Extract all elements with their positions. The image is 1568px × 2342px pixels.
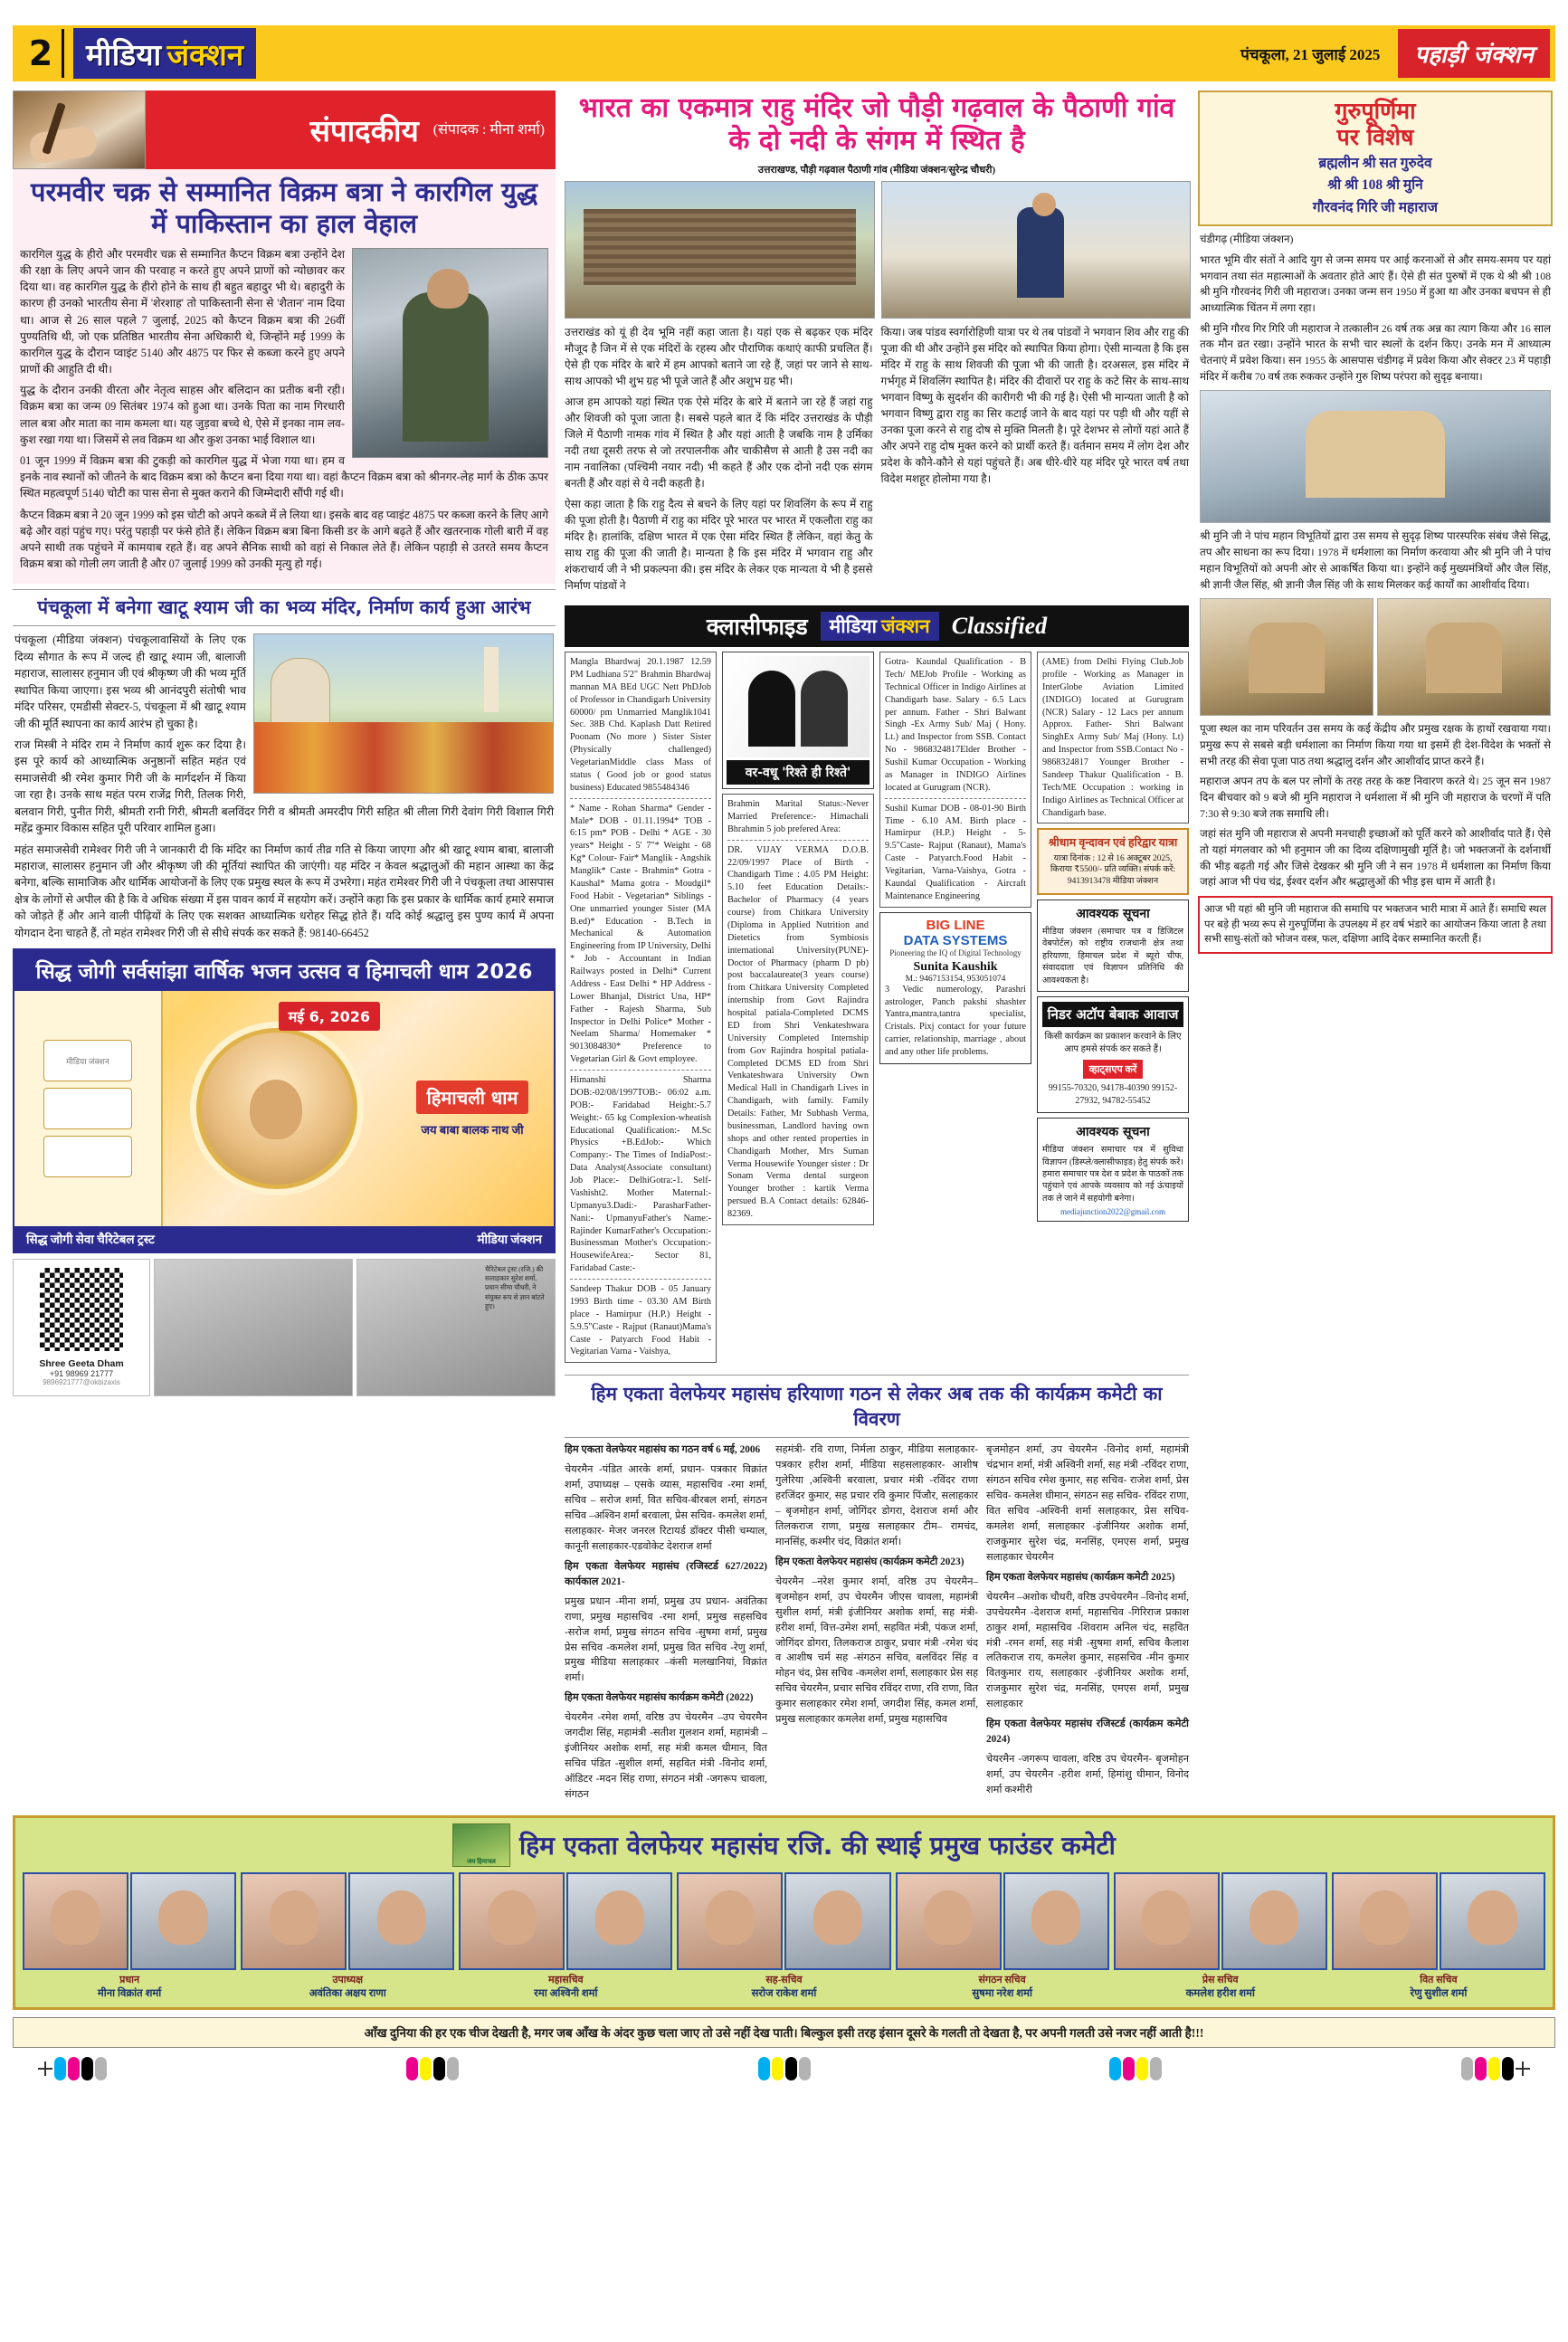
color-bar-magenta (1475, 2057, 1487, 2080)
bigline-data-systems-ad[interactable] (879, 912, 1031, 1064)
founder-member (1114, 1872, 1327, 2000)
founder-photo-pair (241, 1872, 454, 1970)
classified-divider (727, 840, 869, 841)
center-c1-p3: ऐसा कहा जाता है कि राहु दैत्य से बचने के लिए यहां पर शिवलिंग के रूप में राहु की पूजा होती है। पैठाणी में राहु का मंदिर पूरे भारत पर भारत में एकलौता राहु का मंदिर है। हालांकि, दक्षिण भारत में एक ऐसा मंदिर स्थित हैं लेकिन, वहां केतु के साथ राहु की पूजा की जाती है। मान्यता है कि इस मंदिर में भगवान राहु और शंकराचार्य जी ने भी प्रकल्पना की। इस मंदिर के लेकर एक मान्यता ये भी है इससे निर्माण पांडवों ने (565, 498, 873, 592)
founder-name: सुषमा नरेश शर्मा (972, 1987, 1032, 1999)
classified-ad[interactable] (565, 652, 717, 1363)
him-ekta-sub-head: हिम एकता वेलफेयर महासंघ का गठन वर्ष 6 मई, 2006 (565, 1444, 761, 1456)
editorial-header (13, 90, 556, 169)
qr-phone: +91 98969 21777 (49, 1369, 114, 1379)
masthead-brand-word2: जंक्शन (166, 36, 244, 72)
classified-text: Brahmin Marital Status:-Never Married Preference:- Himachali Bhrahmin 5 job prefered Area: (727, 799, 869, 834)
color-bar-gray (447, 2057, 459, 2080)
founder-photo-female (241, 1872, 347, 1970)
guru-purnima-body (1198, 232, 1553, 890)
whatsapp-button[interactable]: व्हाट्सएप करें (1083, 1060, 1144, 1079)
him-ekta-col-3 (986, 1442, 1189, 1807)
editorial-body (13, 169, 556, 584)
bhajan-ad-brand: मीडिया जंक्शन (477, 1233, 542, 1247)
editor-credit: (संपादक : मीना शर्मा) (432, 121, 545, 138)
founder-role: प्रेस सचिव (1202, 1974, 1239, 1985)
figure-bride-icon (748, 671, 795, 747)
classified-ad[interactable] (722, 794, 874, 1225)
founder-role: सह-सचिव (765, 1974, 803, 1985)
classified-column-1 (565, 652, 717, 1367)
him-ekta-text: चेयरमैन –नरेश कुमार शर्मा, वरिष्ठ उप चेयरमैन– बृजमोहन शर्मा, उप चेयरमैन जीएस चावला, महामंत्री सुशील शर्मा, मंत्री इंजीनियर अशोक शर्मा, सह मंत्री- हरीश शर्मा, वित्त-उमेश शर्मा, सहवित मंत्री, पंकज शर्मा, जोगिंदर डोगरा, तिलकराज ठाकुर, प्रचार मंत्री -रमेश चंद व आशीष चर्म सह -संगठन सचिव, बलविंदर सिंह व मोहन चंद, प्रेस सचिव -कमलेश शर्मा, सलाहकार प्रेस सह सचिव चेयरमैन, प्रचार सचिव रविंदर राणा, रवि राणा, वित कुमार सलाहकार रमेश शर्मा, जगदीश सिंह, कमल शर्मा, प्रमुख सलाहकार कमलेश शर्मा, प्रमुख महासचिव (775, 1576, 978, 1726)
masthead-brand-word1: मीडिया (86, 36, 162, 72)
founder-photo-female (1332, 1872, 1438, 1970)
trust-chip-3 (43, 1136, 132, 1177)
color-bar-yellow (420, 2057, 432, 2080)
classified-column-4 (1037, 652, 1189, 1367)
guru-purnima-closing-note: आज भी यहां श्री मुनि जी महाराज की समाधि पर भक्तजन भारी मात्रा में आते हैं। समाधि स्थल पर बड़े ही भव्य रूप से गुरुपूर्णिमा के उपलक्ष्य में हर वर्ष भंडारे का आयोजन किया जाता है तथा सभी साधु-संतों को भोजन वस्त्र, फल, दक्षिणा आदि देकर सम्मानित करती हैं। (1198, 896, 1553, 954)
classified-text: * Name - Rohan Sharma* Gender - Male* DOB - 01.11.1994* TOB - 6:15 pm* POB - Delhi * AGE - 30 years* Height - 5' 7"* Weight - 68 Kg* Colour- Fair* Manglik - Angshik Manglik* Caste - Brahmin* Gotra - Kaushal* Mama gotra - Moudgil* Food Habit - Vegetarian* Siblings - One unmarried younger Sister (MA B.ed)* Education - B.Tech in Mechanical & Automation Engineering from IP University, Delhi * Job - Accountant in Indian Railways posted in Delhi* Current Address - East Delhi * HP Address - Lower Bhanjal, District Una, HP* Father - Rajesh Sharma, Sub Inspector in Delhi Police* Mother - Neelam Sharma/ Homemaker * 9013084830* Preference to Vegetarian Girl & Govt employee. (570, 803, 711, 1065)
founder-member (23, 1872, 236, 2000)
founder-photo-pair (23, 1872, 236, 1970)
crop-mark-icon (1516, 2061, 1530, 2076)
nidar-phones: 99155-70320, 94178-40390 99152-27932, 94782-55452 (1048, 1083, 1178, 1107)
masthead (13, 25, 1555, 81)
temple-roof-shape (584, 209, 856, 285)
khatu-shyam-group-photo (253, 633, 554, 794)
classified-ad[interactable] (1037, 652, 1189, 824)
matrimonial-ad[interactable] (722, 652, 874, 789)
founder-photo-pair (896, 1872, 1109, 1970)
vikram-batra-photo (352, 248, 548, 458)
founder-photo-male (1440, 1872, 1545, 1970)
color-bar-gray (1150, 2057, 1162, 2080)
founder-role: प्रधान (119, 1974, 140, 1985)
color-bar-gray (799, 2057, 811, 2080)
founder-name: सरोज राकेश शर्मा (751, 1987, 817, 1999)
bigline-tagline: Pioneering the IQ of Digital Technology (889, 947, 1022, 957)
notice-title: आवश्यक सूचना (1076, 907, 1150, 922)
founder-photo-male (1221, 1872, 1327, 1970)
color-bar-cyan (54, 2057, 66, 2080)
him-ekta-columns (565, 1442, 1189, 1807)
reg-mark-group (1109, 2057, 1162, 2080)
founder-name: रेणु सुशील शर्मा (1410, 1987, 1468, 1999)
event-photo-2 (356, 1259, 556, 1396)
founder-photo-female (677, 1872, 783, 1970)
reg-mark-group (38, 2057, 107, 2080)
guru-purnima-title-1: गुरुपूर्णिमा (1335, 98, 1416, 124)
registration-marks (13, 2048, 1555, 2080)
gp-dateline: चंडीगढ़ (मीडिया जंक्शन) (1200, 233, 1294, 246)
masthead-logo[interactable] (73, 28, 256, 79)
bhajan-ad-header: सिद्ध जोगी सर्वसांझा वार्षिक भजन उत्सव व हिमाचली धाम 2026 (14, 950, 554, 991)
classified-divider (570, 1070, 711, 1071)
crop-mark-icon (38, 2061, 52, 2076)
couple-illustration (727, 656, 870, 757)
right-column (1198, 90, 1553, 954)
founder-photo-pair (459, 1872, 672, 1970)
khatu-shyam-body (13, 626, 556, 941)
bhajan-ad-trust-name: सिद्ध जोगी सेवा चैरिटेबल ट्रस्ट (26, 1233, 155, 1247)
him-ekta-text: बृजमोहन शर्मा, उप चेयरमैन -विनोद शर्मा, महामंत्री चंद्रभान शर्मा, मंत्री अश्विनी शर्मा, सह मंत्री -रविंदर राणा, संगठन सचिव रमेश कुमार, सह सचिव- राजेश शर्मा, प्रेस सचिव- कमलेश धीमान, संगठन सह सचिव- रविंदर राणा, वित सचिव -अश्विनी शर्मा सलाहकार, प्रेस सचिव- कमलेश शर्मा, सलाहकार -इंजीनियर अशोक शर्मा, राजकुमार सुरेश चंद्र, मनसिंह, एमएस शर्मा, प्रमुख सलाहकार चेयरमैन (986, 1444, 1189, 1563)
ashram-photo (1200, 390, 1551, 523)
classified-header-bar (565, 605, 1189, 647)
him-ekta-text: सहमंत्री- रवि राणा, निर्मला ठाकुर, मीडिया सलाहकार- पत्रकार हरीश शर्मा, मीडिया सहसलाहकार- आशीष गुलेरिया ,अश्विनी बरवाला, प्रचार मंत्री -रविंदर राणा हरजिंदर कुमार, सह प्रचार रवि कुमार पिंजौर, सलाहकार – बृजमोहन शर्मा, जोगिंदर डोगरा, देशराज शर्मा और तिलकराज राणा, प्रमुख सलाहकार टीम– रामचंद, मानसिंह, कश्मीर चंद, विक्रांत शर्मा। (775, 1444, 978, 1547)
color-bar-yellow (1136, 2057, 1148, 2080)
classified-brand-word1: मीडिया (829, 615, 877, 637)
founder-committee-banner (13, 1815, 1555, 2010)
color-bar-yellow (772, 2057, 784, 2080)
photo-strip (13, 1259, 556, 1396)
page-columns (13, 90, 1555, 1807)
rahu-temple-photo (565, 181, 875, 319)
trust-chip-1: मीडिया जंक्शन (43, 1040, 132, 1081)
founder-member (896, 1872, 1109, 2000)
him-ekta-col-1 (565, 1442, 767, 1807)
dham-badge: हिमाचली धाम (416, 1081, 529, 1114)
classified-text: (AME) from Delhi Flying Club.Job profile - Working as Manager in InterGlobe Aviation Limited (INDIGO) located at Gurugram (NCR) Salary - 12 Lacs per annum Approx. Father- Shri Balwant SinghEx Army Sub/ Maj (Hony. Lt) and Inspector from SSB.Contact No - 9868324817 Younger Brother - Sandeep Thakur Qualification - B. Tech/ME Occupation : working in Indigo Airlines as Technical Officer at Chandigarh base. (1042, 657, 1183, 818)
founder-photo-male (566, 1872, 672, 1970)
khatu-para-3: महंत समाजसेवी रामेश्वर गिरी जी ने जानकारी दी कि मंदिर का निर्माण कार्य तीव्र गति से किया जाएगा और श्री खाटू श्याम बाबा, बालाजी महाराज, सालासर हनुमान जी और श्रीकृष्ण जी की मूर्तियां स्थापित की जाएंगी। यह मंदिर न केवल श्रद्धालुओं की महान आस्था का केंद्र बनेगा, बल्कि सामाजिक और धार्मिक आयोजनों के लिए एक प्रमुख स्थल के रूप में उभरेगा। महंत रामेश्वर गिरी जी ने पंचकूला तथा आसपास क्षेत्र के लोगों से अपील की है कि वे अधिक संख्या में इस पावन कार्य में सहयोग करें। उन्होंने कहा कि इस प्रकार के धार्मिक कार्य हमारे समाज को जोड़ते हैं और आने वाली पीढ़ियों के लिए एक सशक्त आध्यात्मिक धरोहर सिद्ध होते हैं। यदि कोई श्रद्धालु इस पुण्य कार्य में अपना योगदान देना चाहते हैं, तो महंत रामेश्वर गिरी जी से सीधे संपर्क कर सकते हैं: 98140-66452 (14, 843, 554, 939)
founder-photo-male (784, 1872, 890, 1970)
classified-divider (885, 798, 1026, 799)
founder-member (459, 1872, 672, 2000)
reg-mark-group (1461, 2057, 1530, 2080)
footer-quote: आँख दुनिया की हर एक चीज देखती है, मगर जब आँख के अंदर कुछ चला जाए तो उसे नहीं देख पाती। बिल्कुल इसी तरह इंसान दूसरे के गलती तो देखता है, पर अपनी गलती उसे नजर नहीं आती है!!! (13, 2017, 1555, 2048)
color-bar-yellow (1488, 2057, 1500, 2080)
nidar-ad[interactable] (1037, 996, 1189, 1113)
nidar-title: निडर अटॉप बेबाक आवाज (1042, 1002, 1183, 1027)
left-column (13, 90, 556, 1396)
bhajan-ad-subline: जय बाबा बालक नाथ जी (421, 1122, 524, 1137)
founder-role: महासचिव (548, 1974, 584, 1985)
classified-grid (565, 652, 1189, 1367)
him-ekta-sub-head: हिम एकता वेलफेयर महासंघ (कार्यक्रम कमेटी 2025) (986, 1571, 1175, 1583)
him-ekta-text: चेयरमैन -पंडित आरके शर्मा, प्रधान- पत्रकार विक्रांत शर्मा, उपाध्यक्ष – एसके व्यास, महासचिव -रमा शर्मा, सचिव – सरोज शर्मा, वित सचिव-बीरबल शर्मा, संगठन सचिव –अश्विन शर्मा बरवाला, प्रेस सचिव- कमलेश शर्मा, सलाहकार- मेजर जनरल रिटायर्ड डॉक्टर पीसी चम्याल, कानूनी सलाहकार-एडवोकेट देशराज शर्मा (565, 1464, 767, 1552)
priest-photo (881, 181, 1192, 319)
crowd-shape (254, 722, 553, 793)
editorial-para-2: युद्ध के दौरान उनकी वीरता और नेतृत्व साहस और बलिदान का प्रतीक बनी रही। विक्रम बत्रा का जन्म 09 सितंबर 1974 को हुआ था। उनके पिता का नाम गिरधारी लाल बत्रा और माता का नाम कमला था। यह जुड़वा बच्चे थे, ऐसे में इनका नाम लव-कुश रखा गया था। जिसमें से लव विक्रम था और कुश उनका भाई विशाल था। (20, 384, 345, 446)
founder-photo-female (459, 1872, 565, 1970)
bhajan-festival-ad[interactable] (13, 948, 556, 1253)
figure-groom-icon (801, 671, 848, 747)
center-c2-p1: किया। जब पांडव स्वर्गारोहिणी यात्रा पर थे तब पांडवों ने भगवान शिव और राहु की पूजा की थी और उन्होंने इस मंदिर को स्थापित किया होगा। ऐसी मान्यता है कि इस मंदिर में राहु के साथ शिवजी की पूजा भी की जाती है। दरअसल, इस मंदिर में गर्भगृह में शिवलिंग स्थापित है। मंदिर की दीवारों पर राहु के कटे सिर के साथ-साथ भगवान विष्णु के सुदर्शन की कारीगरी भी की गई है। ऐसी भी मान्यता जाती है को भगवान विष्णु द्वारा राहु का सिर कटाई जाने के बाद यहां पर पड़ी थी और यहीं से उनका पूजा करने से राहु दोष से मुक्ति मिलती है। पूरे देशभर से लोगों यहां आते हैं और अपने राहु दोष मुक्त करने को प्रार्थी करते हैं। वर्तमान समय में लोग देश और प्रदेश के कौने-कौने से यहां पहुंचते हैं। अब धीरे-धीरे यह मंदिर पूरे भारत वर्ष तथा विदेश मशहूर होलोमा गया है। (880, 326, 1189, 485)
him-ekta-text: चेयरमैन -जगरूप चावला, वरिष्ठ उप चेयरमैन- बृजमोहन शर्मा, उप चेयरमैन -हरीश शर्मा, हिमांशु धीमान, विनोद शर्मा कश्मीरी (986, 1754, 1189, 1795)
notice-ad-1[interactable] (1037, 900, 1189, 992)
astrologer-phone: M.: 9467153154, 953051074 (905, 974, 1006, 984)
editorial-label: संपादकीय (309, 113, 419, 148)
founder-member-row (23, 1872, 1545, 2000)
devotee-photos (1200, 598, 1551, 716)
khatu-shyam-headline: पंचकूला में बनेगा खाटू श्याम जी का भव्य मंदिर, निर्माण कार्य हुआ आरंभ (13, 589, 556, 626)
reg-mark-group (406, 2057, 459, 2080)
yatra-body: यात्रा दिनांक : 12 से 16 अक्टूबर 2025, किराया ₹5500/- प्रति व्यक्ति। संपर्क करें: 9413913478 मीडिया जंक्शन (1050, 853, 1176, 887)
center-story-headline: भारत का एकमात्र राहु मंदिर जो पौड़ी गढ़वाल के पैठाणी गांव के दो नदी के संगम में स्थित है (578, 92, 1175, 157)
saint-portrait (196, 1028, 357, 1189)
founder-member (1332, 1872, 1545, 2000)
priest-body-shape (1017, 207, 1064, 298)
founder-photo-female (896, 1872, 1002, 1970)
him-ekta-sub-head: हिम एकता वेलफेयर महासंघ रजिस्टर्ड (कार्यक्रम कमेटी 2024) (986, 1718, 1189, 1746)
saint-name-line-1: ब्रह्मलीन श्री सत गुरुदेव (1318, 155, 1432, 171)
him-ekta-logo: जय हिमाचल (452, 1823, 510, 1867)
devotee-photo-2 (1377, 598, 1551, 716)
him-ekta-text: चेयरमैन -रमेश शर्मा, वरिष्ठ उप चेयरमैन –उप चेयरमैन जगदीश सिंह, महामंत्री -सतीश गुलशन शर्मा, महामंत्री – इंजीनियर अशोक शर्मा, सह मंत्री कमल धीमान, वित सचिव पंडित -सुशील शर्मा, सहवित मंत्री -विनोद शर्मा, ऑडिटर -मदन सिंह राणा, संगठन मंत्री -जगरूप चावला, संगठन (565, 1712, 767, 1800)
classified-text: Gotra- Kaundal Qualification - B Tech/ MEJob Profile - Working as Technical Officer in Indigo Airlines at Chandigarh base. Salary - 6.5 Lacs per annum. Father - Shri Balwant Singh -Ex Army Sub/ Maj ( Hony. Lt.) and Inspector from SSB. Contact No - 9868324817Elder Brother - Sushil Kumar Occupation - Working as Manager in INDIGO Airlines located at Gurugram (NCR). (885, 657, 1026, 793)
classified-column-2 (722, 652, 874, 1367)
color-bar-black (1502, 2057, 1514, 2080)
nidar-body: किसी कार्यक्रम का प्रकाशन करवाने के लिए आप हमसे संपर्क कर सकते हैं। (1044, 1032, 1182, 1055)
khatu-para-2: राज मिस्त्री ने मंदिर राम ने निर्माण कार्य शुरू कर दिया है। इस पूरे कार्य को आध्यात्मिक अनुष्ठानों सहित महंत एवं समाजसेवी श्री रमेश कुमार गिरी जी के मार्गदर्शन में किया जा रहा है। उनके साथ महंत परम राजेंद्र गिरी, तिलक गिरी, बलवान गिरी, पुनीत गिरी, श्रीमती रानी गिरी, श्रीमती बलविंदर गिरी व श्रीमती अमरदीप गिरी सहित श्री लीला गिरी देवांग गिरी विशाल गिरी महेंद्र कुमार विकास सहित पूरी परिवार शामिल हुआ। (14, 738, 554, 835)
gp-para-2: श्री मुनि गौरव गिर गिरि जी महाराज ने तत्कालीन 26 वर्ष तक अन्न का त्याग किया और 16 साल तक मौन व्रत रखा। उन्होंने भारत के सभी चार स्थलों के दर्शन किए। उनके मन में आध्यात्म चेतनाएं में प्रवेश किया। सन 1955 के आसपास चंडीगढ़ में प्रवेश किया और सेक्टर 23 में पहाड़ी मंदिर में करीब 70 वर्ष तक रुककर उन्होंने गुरु शिष्य परंपरा को सुदृढ़ बनाया। (1200, 321, 1551, 383)
color-bar-black (785, 2057, 797, 2080)
founder-name: अवंतिका अक्षय राणा (309, 1987, 386, 1999)
photo-caption: चैरिटेबल ट्रस्ट (रजि.) की सलाहकार सुरेश शर्मा, प्रधान सीमा चौधरी, ने संयुक्त रूप से ज्ञान बांटते हुए। (485, 1265, 545, 1310)
editorial-para-4: कैप्टन विक्रम बत्रा ने 20 जून 1999 को इस चोटी को अपने कब्जे में ले लिया था। इसके बाद वह प्वाइंट 4875 पर कब्जा करने के लिए आगे बढ़े और वहां पहुंच गए। परंतु पहाड़ी पर फंसे होते हैं। लेकिन विक्रम बत्रा बिना किसी डर के आगे बढ़ते हैं और खतरनाक गोली बारी में वह अपने साथी तक पहुंचने में कामयाब रहते हैं। वह अपने सैनिक साथी को वहां से निकाल लेते हैं। लेकिन पहाड़ी से उतरते समय कैप्टन विक्रम बत्रा को गोली लग जाती है और 07 जुलाई 1999 को उनकी मृत्यु हो गई। (20, 508, 548, 571)
bhajan-ad-body (14, 991, 554, 1226)
bhajan-ad-center (163, 991, 391, 1226)
center-column (565, 90, 1189, 1807)
guru-purnima-title-2: पर विशेष (1336, 123, 1414, 150)
editorial-para-3: 01 जून 1999 में विक्रम बत्रा की टुकड़ी को कारगिल युद्ध में भेजा गया था। हम व इनके नाव स्थानों को जीतने के बाद विक्रम बत्रा को कैप्टन बना दिया गया था। वहां कैप्टन विक्रम बत्रा को श्रीनगर-लेह मार्ग के ठीक ऊपर स्थित महत्वपूर्ण 5140 चोटी का पास सेना से मुक्त कराने की जिम्मेदारी सौंपी गई थी। (20, 454, 548, 500)
color-bar-gray (1461, 2057, 1473, 2080)
gp-para-6: जहां संत मुनि जी महाराज से अपनी मनचाही इच्छाओं को पूर्ति करने को आशीर्वाद पाते हैं। ऐसे तो यहां मंगलवार को भी हनुमान जी का दिव्य दक्षिणामुखी मूर्ति है। जो भक्तजनों के दर्शनार्थी की भीड़ बढ़ती गई और जिसे देखकर श्री मुनि जी ने सन 1978 में धर्मशाला का निर्माण किया जहां आज भी पंच चंद्र, ईश्वर दर्शन और श्रद्धालुओं की भीड़ इस धाम में आती है। (1200, 827, 1551, 889)
founder-photo-female (23, 1872, 128, 1970)
classified-text: DR. VIJAY VERMA D.O.B. 22/09/1997 Place of Birth - Chandigarh Time : 4.05 PM Height: 5.10 feet Education Details:- Bachelor of Pharmacy (4 years course) from Chitkara University (Diploma in Applied Nutrition and Dietetics from Symbiosis international University(PUNE)- Doctor of Pharmacy (pharm D pb) post baccalaureate(3 years course) from Chitkara University Completed internship from Govt Rajindra hospital patiala-Completed DCMS ED from Shri Venkateshwara University Completed Internship from Gov Rajindra hospital patiala-Completed DCMS ED from Shri Venkateshwara University Own Medical Hall in Chandigarh Lives in Chandigarh, with family. Family Details: Father, Mr Subhash Verma, businessman, Landlord having own shops and other rented properties in Chandigarh Mother, Mrs Suman Verma Housewife Younger sister : Dr Sonam Verma dental surgeon Younger brother : kartik Verma persued B.A Contact details: 62846-82369. (727, 844, 869, 1219)
spire-shape (484, 647, 499, 712)
qr-email: 9896921777@okbizaxis (43, 1378, 120, 1387)
classified-text: Sushil Kumar DOB - 08-01-90 Birth Time - 6.10 AM. Birth place - Hamirpur (H.P.) Height - 5-9.5"Caste- Rajput (Ranaut), Mama's Caste - Patyarch.Food Habit - Vegitarian, Varna-Vaishya, Gotra - Kaundal Qualification - Aircraft Maintenance Engineering (885, 803, 1026, 901)
him-ekta-sub-head: हिम एकता वेलफेयर महासंघ (रजिस्टर्ड 627/2022) कार्यकाल 2021- (565, 1560, 767, 1587)
center-c1-p1: उत्तराखंड को यूं ही देव भूमि नहीं कहा जाता है। यहां एक से बढ़कर एक मंदिर मौजूद है जिन में से एक मंदिरों के रहस्य और पौराणिक कथाएं काफी प्रचलित हैं। ऐसे ही एक मंदिर के बारे में हम आपको बताने जा रहे हैं, जहां पर जाने से साथ-साथ आपको भी शुभ ग्रह भी पूजे जाते हैं और अशुभ ग्रह भी। (565, 326, 873, 387)
yatra-ad[interactable] (1037, 828, 1189, 895)
event-photo-1 (154, 1259, 353, 1396)
founder-role: वित सचिव (1420, 1974, 1458, 1985)
matrimonial-tagline: वर-वधू 'रिश्ते ही रिश्ते' (727, 760, 870, 785)
classified-brand-word2: जंक्शन (880, 615, 930, 637)
him-ekta-sub-head: हिम एकता वेलफेयर महासंघ (कार्यक्रम कमेटी 2023) (775, 1556, 965, 1567)
gp-para-5: महाराज अपन तप के बल पर लोगों के तरह तरह के कष्ट निवारण करते थे। 25 जून सन 1987 दिन बीचवार को 9 बजे श्री मुनि महाराज ने धर्मशाला में श्री मुनि जी महाराज के चरणों में पति 7:30 से 9:30 बजे तक समाधि ली। (1200, 775, 1551, 820)
center-story-dateline: उत्तराखण्ड, पौड़ी गढ़वाल पैठाणी गांव (मीडिया जंक्शन/सुरेन्द्र चौधरी) (757, 165, 996, 176)
founder-banner-header (23, 1823, 1545, 1867)
editorial-text (20, 246, 548, 573)
color-bar-black (433, 2057, 445, 2080)
masthead-section-badge: पहाड़ी जंक्शन (1398, 29, 1550, 78)
color-bar-gray (95, 2057, 107, 2080)
bhajan-ad-date-badge: मई 6, 2026 (279, 1002, 380, 1031)
him-ekta-sub-head: हिम एकता वेलफेयर महासंघ कार्यक्रम कमेटी (2022) (565, 1692, 754, 1704)
classified-divider (570, 798, 711, 799)
color-bar-magenta (68, 2057, 80, 2080)
editorial-headline: परमवीर चक्र से सम्मानित विक्रम बत्रा ने कारगिल युद्ध में पाकिस्तान का हाल वेहाल (30, 176, 538, 240)
qr-card[interactable] (13, 1259, 150, 1396)
notice-body: मीडिया जंक्शन समाचार पत्र में सुविधा विज्ञापन (डिस्प्ले/क्लासीफाइड) हेतु संपर्क करें। हमारा समाचार पत्र देश व प्रदेश के पाठकों तक पहुंचाने एवं आपके व्यवसाय को नई ऊंचाइयों तक ले जाने में सहयोगी बनेगा। (1042, 1145, 1183, 1204)
qr-code-icon (36, 1264, 127, 1355)
saint-name-line-3: गौरवनंद गिरि जी महाराज (1312, 200, 1439, 216)
qr-name: Shree Geeta Dham (39, 1358, 124, 1370)
founder-photo-pair (1332, 1872, 1545, 1970)
founder-photo-pair (677, 1872, 890, 1970)
center-story-col-2 (881, 181, 1190, 598)
founder-member (677, 1872, 890, 2000)
center-story-col-1 (565, 181, 873, 598)
devotee-photo-1 (1200, 598, 1373, 716)
yatra-title: श्रीधाम वृन्दावन एवं हरिद्वार यात्रा (1048, 836, 1178, 850)
classified-brand-logo (821, 612, 939, 641)
classified-text: Sandeep Thakur DOB - 05 January 1993 Birth time - 03.30 AM Birth place - Hamirpur (H.P.) Height - 5.9.5"Caste - Rajput (Ranaut)Mama's Caste - Patyarch Food Habit - Vegitarian Varna - Vaishya, (570, 1284, 711, 1357)
center-story-columns (565, 181, 1189, 598)
bhajan-ad-right (391, 991, 554, 1226)
gp-para-3: श्री मुनि जी ने पांच महान विभूतियों द्वारा उस समय से सुदृढ़ शिष्य पारस्परिक संबंध जैसे सिद्ध, तप और साधना का रूप दिया। 1978 में धर्मशाला का निर्माण करवाया और श्री मुनि जी ने पांच महान विभूतियों को अपनी ओर से आकर्षित किया था। इन्होंने कई मुख्यमंत्रियों और जैल सिंह, श्री ज्ञानी जैल सिंह, श्री ज्ञानी जैल सिंह जी के साथ मिलकर कई कार्यों का आशीर्वाद दिया। (1200, 529, 1551, 591)
center-c1-p2: आज हम आपको यहां स्थित एक ऐसे मंदिर के बारे में बताने जा रहे हैं जहां राहु और शिवजी को पूजा जाता है। सबसे पहले बात दें कि मंदिर उत्तराखंड के पौड़ी जिले में पैठाणी नामक गांव में स्थित है और यहां आती है जबकि नाम है उर्मिका नदी तथा दूसरी तरफ से जो तरपालनीक और चाकीसैण से आती है उस नदी का नाम नवालिका (पश्चिमी नयार नदी) भी कहते हैं और एक दोनो नदी एक संगम बनती हैं और वहां से ये नदी कहती है। (565, 395, 873, 490)
classified-text: Himanshi Sharma DOB:-02/08/1997TOB:- 06:02 a.m. POB:- Faridabad Height:-5.7 Weight:- 65 kg Complexion-wheatish Educational Qualification:- M.Sc Physics +B.EdJob:- Which Company:- The Times of IndiaPost:- Data Analyst(Associate consultant) Job Place:- DelhiGotra:-1. Self-Vashisht2. Mother Maternal:-Upmanyu3.Dadi:- ParasharFather-Nani:- UpmanyuFather's Name:- Rajinder KumarFather's Occupation:- Businessman Mother's Occupation:- HousewifeArea:- Sector 81, Faridabad Caste:- (570, 1075, 711, 1274)
bigline-name-2: DATA SYSTEMS (903, 932, 1008, 948)
bhajan-ad-footer (14, 1226, 554, 1252)
him-ekta-text: चेयरमैन –अशोक चौधरी, वरिष्ठ उपचेयरमैन –विनोद शर्मा, उपचेयरमैन -देशराज शर्मा, महासचिव -गिरिराज प्रकाश ठाकुर शर्मा, महासचिव -शिवराम अनिल चंद, सहवित मंत्री -रमन शर्मा, सह मंत्री -सुषमा शर्मा, सचिव कैलाश लतिकराज राय, कमलेश कुमार, सहसचिव -मीन कुमार वितकुमार राय, सलाहकार -इंजीनियर अशोक शर्मा, राजकुमार सुरेश चंद्र, मनसिंह, एमएस शर्मा, प्रमुख सलाहकार (986, 1591, 1189, 1710)
founder-member (241, 1872, 454, 2000)
classified-column-3 (879, 652, 1031, 1367)
notice-email[interactable]: mediajunction2022@gmail.com (1060, 1207, 1165, 1217)
notice-title: आवश्यक सूचना (1076, 1125, 1150, 1140)
founder-banner-title: हिम एकता वेलफेयर महासंघ रजि. की स्थाई प्रमुख फाउंडर कमेटी (519, 1830, 1116, 1861)
bhajan-ad-sidebar (14, 991, 163, 1226)
founder-photo-pair (1114, 1872, 1327, 1970)
khatu-para-1: पंचकूला (मीडिया जंक्शन) पंचकूलावासियों के लिए एक दिव्य सौगात के रूप में जल्द ही खाटू श्याम जी, बालाजी महाराज, सालासर हनुमान जी एवं श्रीकृष्ण जी की भव्य मूर्ति स्थापित किया जाएगा। इस भव्य श्री आनंदपुरी संतोषी भाव मंदिर परिसर, एमडीसी सेक्टर-5, पंचकूला में श्री खाटू श्याम जी की मूर्ति स्थापना का कार्य आरंभ हो चुका है। (14, 633, 246, 730)
founder-role: संगठन सचिव (978, 1974, 1026, 1985)
founder-photo-female (1114, 1872, 1220, 1970)
classified-ad[interactable] (879, 652, 1031, 908)
writing-hand-photo (13, 90, 146, 169)
classified-header-hindi: क्लासीफाइड (706, 614, 808, 640)
founder-name: कमलेश हरीश शर्मा (1185, 1987, 1255, 1999)
trust-chip-2 (43, 1088, 132, 1129)
notice-body: मीडिया जंक्शन (समाचार पत्र व डिजिटल वेबपोर्टल) को राष्ट्रीय राजधानी क्षेत्र तथा हरियाणा, हिमाचल प्रदेश में ब्यूरो चीफ, संवाददाता एवं विज्ञापन प्रतिनिधि की आवश्यकता है। (1042, 927, 1183, 985)
color-bar-black (81, 2057, 93, 2080)
guru-purnima-badge (1198, 90, 1553, 226)
astrologer-name: Sunita Kaushik (913, 959, 998, 974)
masthead-dateline: पंचकूला, 21 जुलाई 2025 (1240, 45, 1381, 63)
classified-divider (570, 1279, 711, 1280)
color-bar-cyan (1109, 2057, 1121, 2080)
editorial-para-1: कारगिल युद्ध के हीरो और परमवीर चक्र से सम्मानित कैप्टन विक्रम बत्रा उन्होंने देश की रक्षा के लिए अपने जान की परवाह न करते हुए अपने प्राणों को न्योछावर कर दिया था। वह कारगिल युद्ध के हीरो होने के साथ ही बहुत बहादुर भी थे। बहादुरी के कारण ही उनको भारतीय सेना में 'शेरशाह' तो पाकिस्तानी सेना से 'शैतान' नाम दिया था। आज से 26 साल पहले 7 जुलाई, 2025 को कैप्टन विक्रम बत्रा की 26वीं पुण्यतिथि थी, जो एक प्रतिष्ठित भारतीय सेना अधिकारी थे, जिन्होंने मई 1999 के कारगिल युद्ध के दौरान प्वाइंट 5140 और 4875 पर फिर से कब्जा करने हुए अपने प्राणों की आहुति दी थी। (20, 247, 345, 376)
him-ekta-text: प्रमुख प्रधान -मीना शर्मा, प्रमुख उप प्रधान- अवंतिका राणा, प्रमुख महासचिव -रमा शर्मा, प्रमुख सहसचिव -सरोज शर्मा, प्रमुख संगठन सचिव -सुषमा शर्मा, प्रमुख प्रेस सचिव -कमलेश शर्मा, प्रमुख वित सचिव -रेणु शर्मा, प्रमुख मीडिया सलाहकार –कंसी मलखानियां, विक्रांत शर्मा। (565, 1595, 767, 1684)
astrologer-description: 3 Vedic numerology, Parashri astrologer, Panch pakshi shashter Yantra,mantra,tantra specialist, Cristals. Pixj contact for your future carrier, relationship, marriage , about and any other life problems. (885, 984, 1026, 1057)
founder-photo-male (348, 1872, 454, 1970)
founder-role: उपाध्यक्ष (332, 1974, 363, 1985)
saint-name-line-2: श्री श्री 108 श्री मुनि (1327, 177, 1423, 194)
him-ekta-headline: हिम एकता वेलफेयर महासंघ हरियाणा गठन से लेकर अब तक की कार्यक्रम कमेटी का विवरण (565, 1375, 1189, 1438)
gp-para-1: भारत भूमि वीर संतों ने आदि युग से जन्म समय पर आई करनाओं से और समय-समय पर यहां भगवान तथा संत महात्माओं के अवतार होते आएं हैं। ऐसे ही संत पुरुषों में एक थे श्री श्री 108 श्री मुनि गौरवनंद गिरी जी महाराज। उनका जन्म सन 1950 में हुआ था और उनका बचपन से ही आध्यात्मिक चिंतन में लगा रहा। (1200, 252, 1551, 315)
editorial-title-bar (146, 90, 556, 169)
bigline-name-1: BIG LINE (926, 917, 985, 933)
masthead-spacer (256, 25, 1240, 81)
founder-name: रमा अश्विनी शर्मा (534, 1987, 598, 1999)
page-number: 2 (20, 29, 64, 78)
founder-photo-male (1003, 1872, 1109, 1970)
him-ekta-col-2 (775, 1442, 978, 1807)
newspaper-page (0, 25, 1568, 2342)
reg-mark-group (758, 2057, 811, 2080)
color-bar-magenta (406, 2057, 418, 2080)
classified-header-english: Classified (951, 613, 1048, 639)
color-bar-magenta (1123, 2057, 1135, 2080)
gp-para-4: पूजा स्थल का नाम परिवर्तन उस समय के कई केंद्रीय और प्रमुख रक्षक के हाथों रखवाया गया। प्रमुख रूप से सबसे बड़ी धर्मशाला का निर्माण किया गया था इसमें ही देश-विदेश के भक्तों से सभी तरह की सेवा पूजा पाठ तथा श्रद्धालु दर्शन और आशीर्वाद प्राप्त करने हैं। (1200, 722, 1551, 767)
notice-ad-2[interactable] (1037, 1118, 1189, 1222)
founder-photo-male (130, 1872, 236, 1970)
classified-text: Mangla Bhardwaj 20.1.1987 12.59 PM Ludhiana 5'2" Brahmin Bhardwaj mannan MA BEd UGC Nett PhDJob of Professor in Chandigarh University 60000/ pm Unmarried Manglik1041 Sec. 38B Chd. Kaplash Datt Retired Poonam (No more ) Sister Sister (Physically challenged) VegetarianMiddle class Mass of status ( Good job or good status business) Educated 9855484346 (570, 657, 711, 793)
color-bar-cyan (758, 2057, 770, 2080)
founder-name: मीना विक्रांत शर्मा (97, 1987, 162, 1999)
